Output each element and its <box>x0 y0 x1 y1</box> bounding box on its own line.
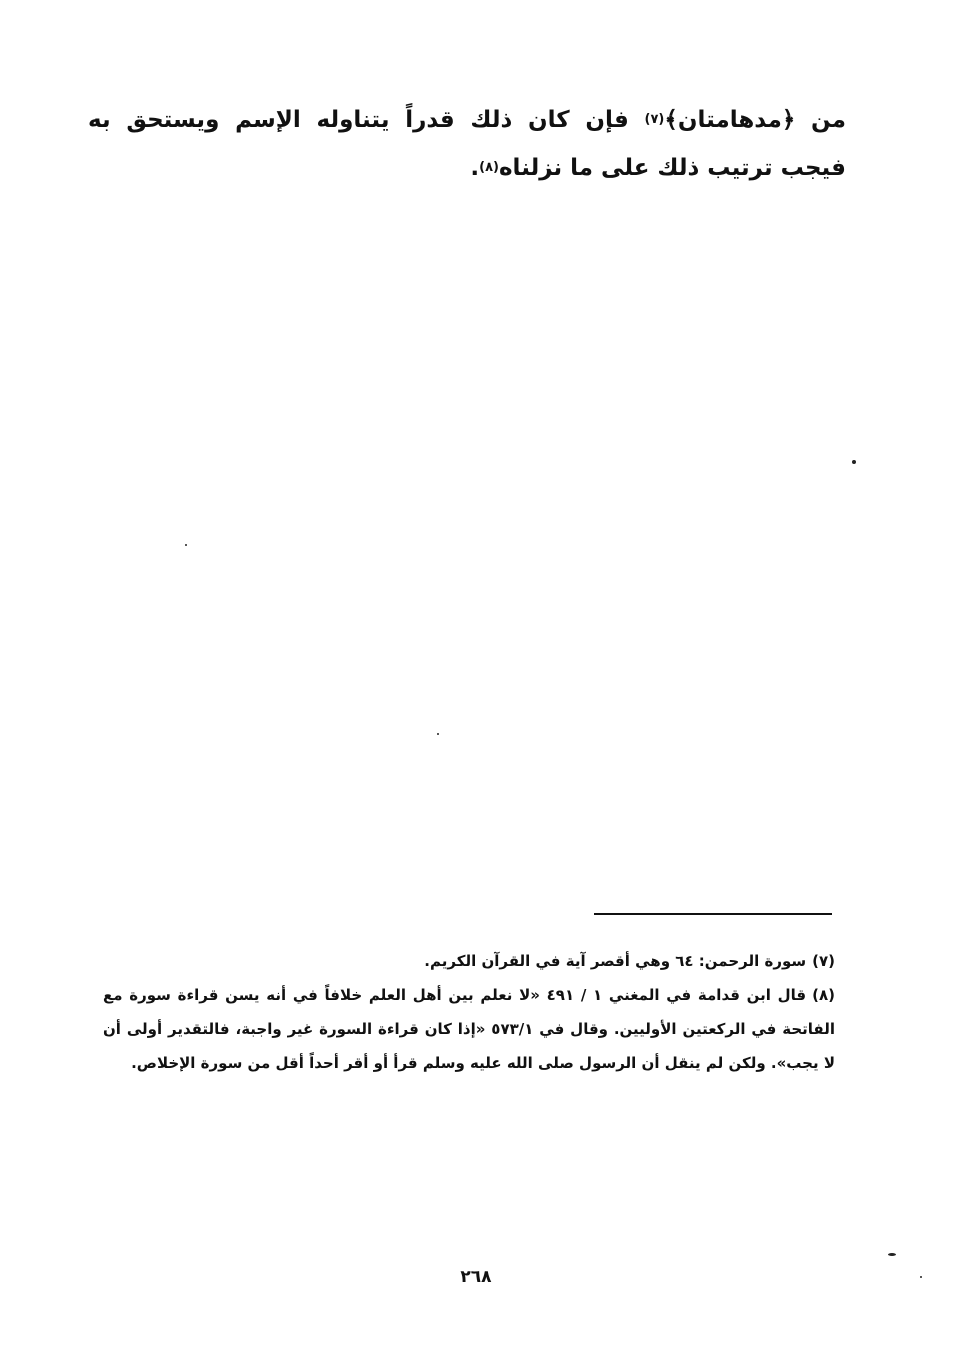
footnote-number: (٧) <box>812 952 835 970</box>
footnote-text: قال ابن قدامة في المغني ١ / ٤٩١ «لا نعلم بين أهل العلم خلافاً في أنه يسن قراءة سورة مع الفاتحة في الركعتين الأوليين. وقال في ٥٧٣/١ «إذا كان قراءة السورة غير واجبة، فالتقدير أولى أن لا يجب». ولكن لم ينقل أن الرسول صلى الله عليه وسلم قرأ أو أقر أحداً أقل من سورة الإخلاص. <box>103 986 835 1072</box>
main-paragraph-text: فإن كان ذلك قدراً يتناوله الإسم ويستحق به فيجب ترتيب ذلك على ما نزلناه <box>88 107 846 181</box>
footnote-7 <box>103 944 835 978</box>
page-number: ٢٦٨ <box>460 1267 492 1287</box>
footnote-ref-8[interactable]: (٨) <box>479 160 499 175</box>
scan-speck <box>852 460 856 464</box>
footnotes <box>103 944 835 1080</box>
footnote-number: (٨) <box>812 986 835 1004</box>
scan-speck <box>437 733 439 735</box>
sentence-end: . <box>470 155 480 181</box>
footnote-text: سورة الرحمن: ٦٤ وهي أقصر آية في القرآن الكريم. <box>424 952 807 970</box>
scan-speck <box>920 1276 922 1278</box>
scan-speck <box>888 1253 896 1256</box>
scan-speck <box>185 544 187 546</box>
footnote-8 <box>103 978 835 1080</box>
footnote-divider <box>594 913 832 915</box>
footnote-ref-7[interactable]: (٧) <box>644 112 665 127</box>
main-paragraph <box>88 96 846 192</box>
quran-quote: من ﴿مدهامتان﴾ <box>664 107 846 133</box>
main-text <box>88 96 846 192</box>
